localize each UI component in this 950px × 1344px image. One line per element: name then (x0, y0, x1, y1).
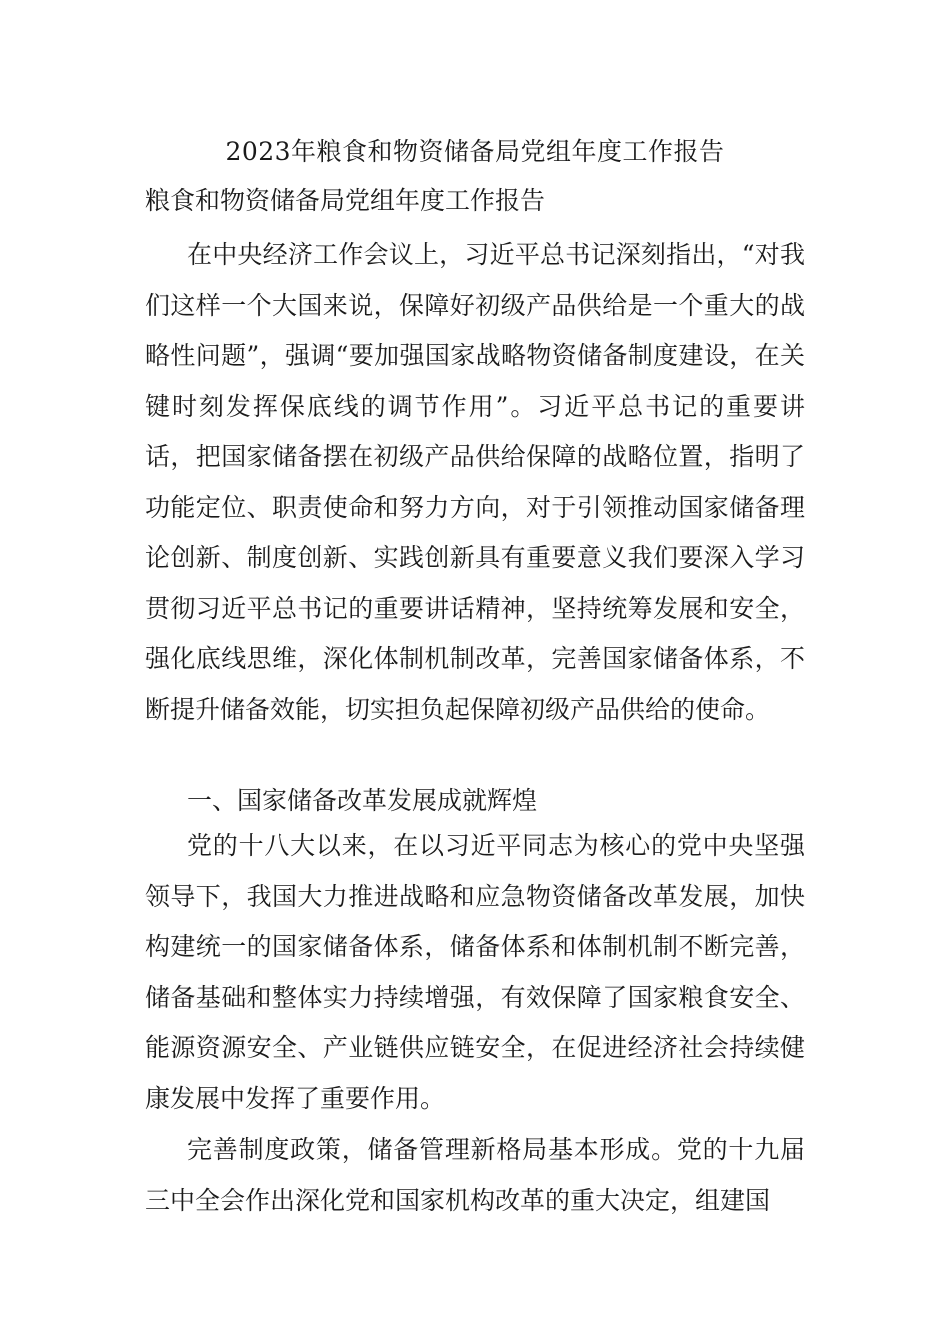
paragraph-institutional-reform: 完善制度政策，储备管理新格局基本形成。党的十九届三中全会作出深化党和国家机构改革的重大决定，组建国 (145, 1135, 805, 1215)
paragraph-intro: 在中央经济工作会议上，习近平总书记深刻指出，“对我们这样一个大国来说，保障好初级产品供给是一个重大的战略性问题”，强调“要加强国家战略物资储备制度建设，在关键时刻发挥保底线的调节作用”。习近平总书记的重要讲话，把国家储备摆在初级产品供给保障的战略位置，指明了功能定位、职责使命和努力方向，对于引领推动国家储备理论创新、制度创新、实践创新具有重要意义我们要深入学习贯彻习近平总书记的重要讲话精神，坚持统筹发展和安全，强化底线思维，深化体制机制改革，完善国家储备体系，不断提升储备效能，切实担负起保障初级产品供给的使命。 (145, 240, 805, 724)
document-subtitle: 粮食和物资储备局党组年度工作报告 (145, 186, 546, 215)
paragraph-achievements: 党的十八大以来，在以习近平同志为核心的党中央坚强领导下，我国大力推进战略和应急物资储备改革发展，加快构建统一的国家储备体系，储备体系和体制机制不断完善，储备基础和整体实力持续增强，有效保障了国家粮食安全、能源资源安全、产业链供应链安全，在促进经济社会持续健康发展中发挥了重要作用。 (145, 831, 805, 1113)
document-title: 2023年粮食和物资储备局党组年度工作报告 (225, 137, 725, 166)
section-heading-1: 一、国家储备改革发展成就辉煌 (187, 786, 538, 815)
